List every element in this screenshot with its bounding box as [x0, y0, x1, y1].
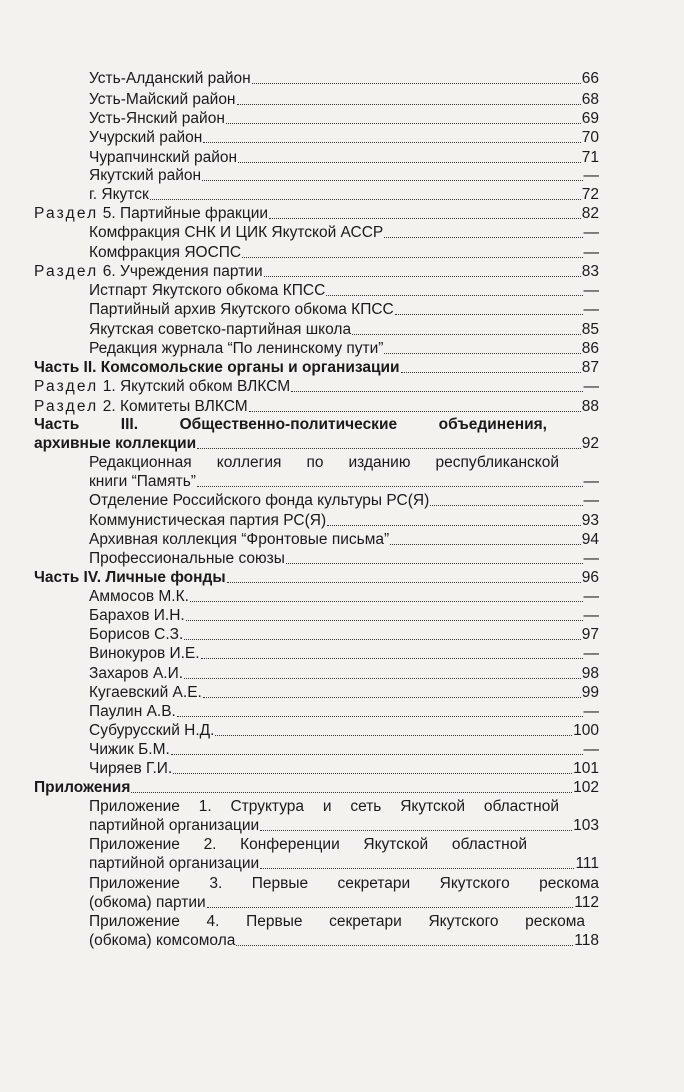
section-prefix: Раздел: [34, 205, 99, 222]
toc-entry: [89, 321, 599, 339]
toc-entry-page: —: [583, 645, 599, 662]
toc-entry: [89, 301, 599, 319]
toc-entry-line1: Приложение 2. Конференции Якутской областной: [89, 836, 527, 853]
toc-entry: [89, 607, 599, 625]
toc-entry-page: 86: [581, 340, 599, 357]
toc-entry-page: 102: [573, 779, 599, 796]
toc-entry-label: Партийный архив Якутского обкома КПСС: [89, 301, 394, 318]
toc-entry-page: 87: [581, 359, 599, 376]
leader-dots: [384, 349, 580, 354]
leader-dots: [203, 138, 580, 143]
leader-dots: [237, 100, 581, 105]
toc-entry-page: —: [583, 492, 599, 509]
toc-entry-label: 1. Якутский обком ВЛКСМ: [98, 378, 291, 395]
toc-entry-label: Приложения: [34, 779, 131, 796]
toc-part: [34, 435, 599, 453]
toc-section: [34, 378, 599, 396]
toc-entry: [89, 741, 599, 759]
toc-entry-label: Комфракция СНК И ЦИК Якутской АССР: [89, 224, 384, 241]
toc-entry-page: 118: [574, 932, 599, 949]
toc-entry-label: (обкома) партии: [89, 894, 206, 911]
toc-entry-page: —: [583, 550, 599, 567]
toc-entry: [89, 550, 599, 568]
toc-entry-line1: Приложение 3. Первые секретари Якутского рескома: [89, 875, 599, 892]
toc-entry-page: 88: [581, 398, 599, 415]
leader-dots: [226, 119, 581, 124]
leader-dots: [202, 176, 582, 181]
toc-entry-label: книги “Память”: [89, 473, 196, 490]
section-prefix: Раздел: [34, 398, 99, 415]
toc-entry-page: 94: [581, 531, 599, 548]
leader-dots: [190, 597, 583, 602]
leader-dots: [236, 941, 573, 946]
toc-part: [34, 779, 599, 797]
toc-entry-page: —: [583, 282, 599, 299]
leader-dots: [269, 214, 581, 219]
leader-dots: [430, 501, 582, 506]
toc-entry: [89, 894, 599, 912]
toc-entry: [89, 224, 599, 242]
toc-part: [34, 569, 599, 587]
toc-entry-page: —: [583, 473, 599, 490]
toc-entry-label: Чурапчинский район: [89, 149, 238, 166]
leader-dots: [238, 158, 581, 163]
toc-entry: [89, 684, 599, 702]
toc-entry: [89, 817, 599, 835]
toc-entry-label: Усть-Алданский район: [89, 70, 251, 87]
toc-entry-label: Борисов С.З.: [89, 626, 184, 643]
toc-section: [34, 263, 599, 281]
leader-dots: [227, 578, 581, 583]
leader-dots: [384, 233, 582, 238]
leader-dots: [242, 253, 582, 258]
leader-dots: [184, 674, 581, 679]
toc-entry-page: 69: [581, 110, 599, 127]
leader-dots: [184, 635, 580, 640]
toc-entry-label: Профессиональные союзы: [89, 550, 285, 567]
toc-entry-line1: Редакционная коллегия по изданию республиканской: [89, 454, 559, 471]
toc-entry-page: 103: [573, 817, 599, 834]
toc-entry-page: 93: [581, 512, 599, 529]
toc-entry: [89, 244, 599, 262]
leader-dots: [252, 79, 581, 84]
toc-entry-page: —: [583, 703, 599, 720]
toc-entry-page: —: [583, 741, 599, 758]
leader-dots: [207, 903, 574, 908]
toc-entry-page: 85: [581, 321, 599, 338]
leader-dots: [291, 387, 582, 392]
toc-entry-label: Истпарт Якутского обкома КПСС: [89, 282, 326, 299]
toc-entry-label: Учурский район: [89, 129, 203, 146]
toc-entry-label: Чижик Б.М.: [89, 741, 170, 758]
toc-entry: [89, 70, 599, 88]
toc-entry-page: 72: [581, 186, 599, 203]
toc-entry-page: 68: [581, 91, 599, 108]
toc-entry-page: 111: [575, 855, 599, 872]
leader-dots: [249, 407, 581, 412]
toc-entry-line1: Приложение 4. Первые секретари Якутского рескома: [89, 913, 585, 930]
leader-dots: [401, 368, 581, 373]
toc-entry: [89, 760, 599, 778]
toc-entry-label: Коммунистическая партия РС(Я): [89, 512, 327, 529]
toc-entry: [89, 167, 599, 185]
leader-dots: [197, 444, 581, 449]
leader-dots: [203, 693, 581, 698]
toc-entry-label: Часть II. Комсомольские органы и организации: [34, 359, 400, 376]
toc-entry: [89, 492, 599, 510]
toc-entry: [89, 722, 599, 740]
toc-entry-page: —: [583, 244, 599, 261]
toc-entry-label: архивные коллекции: [34, 435, 197, 452]
toc-entry: [89, 149, 599, 167]
toc-entry-page: 92: [581, 435, 599, 452]
section-prefix: Раздел: [34, 263, 99, 280]
leader-dots: [177, 712, 583, 717]
toc-entry-page: 97: [581, 626, 599, 643]
toc-entry-label: Чиряев Г.И.: [89, 760, 173, 777]
leader-dots: [327, 521, 581, 526]
toc-entry: [89, 91, 599, 109]
toc-entry-label: Редакция журнала “По ленинскому пути”: [89, 340, 384, 357]
toc-entry-label: 6. Учреждения партии: [98, 263, 263, 280]
toc-entry-page: 112: [574, 894, 599, 911]
toc-entry: [89, 531, 599, 549]
toc-entry: [89, 588, 599, 606]
toc-entry-page: 101: [573, 760, 599, 777]
toc-entry-label: Отделение Российского фонда культуры РС(Я): [89, 492, 430, 509]
toc-entry-page: 99: [581, 684, 599, 701]
toc-part-line1: Часть III. Общественно-политические объединения,: [34, 416, 547, 433]
toc-entry-page: 96: [581, 569, 599, 586]
leader-dots: [286, 559, 583, 564]
toc-entry: [89, 129, 599, 147]
leader-dots: [352, 330, 581, 335]
toc-entry: [89, 645, 599, 663]
toc-section: [34, 398, 599, 416]
toc-entry-label: Якутский район: [89, 167, 202, 184]
toc-entry-page: 83: [581, 263, 599, 280]
toc-entry-page: —: [583, 607, 599, 624]
toc-entry: [89, 703, 599, 721]
leader-dots: [201, 654, 583, 659]
toc-entry: [89, 473, 599, 491]
leader-dots: [171, 750, 583, 755]
toc-entry: [89, 186, 599, 204]
toc-entry-label: г. Якутск: [89, 186, 149, 203]
toc-entry-page: 98: [581, 665, 599, 682]
leader-dots: [326, 291, 582, 296]
toc-entry-page: 66: [581, 70, 599, 87]
toc-entry-label: 5. Партийные фракции: [98, 205, 269, 222]
toc-entry-page: —: [583, 224, 599, 241]
toc-entry-label: Кугаевский А.Е.: [89, 684, 202, 701]
toc-entry: [89, 665, 599, 683]
toc-entry-label: партийной организации: [89, 817, 260, 834]
toc-entry-label: Часть IV. Личные фонды: [34, 569, 226, 586]
toc-entry-label: Паулин А.В.: [89, 703, 176, 720]
section-prefix: Раздел: [34, 378, 99, 395]
toc-entry-page: 100: [573, 722, 599, 739]
toc-entry-label: Захаров А.И.: [89, 665, 184, 682]
leader-dots: [215, 731, 572, 736]
toc-entry-label: Усть-Янский район: [89, 110, 225, 127]
toc-entry-label: 2. Комитеты ВЛКСМ: [98, 398, 248, 415]
leader-dots: [264, 272, 581, 277]
toc-entry-label: Якутская советско-партийная школа: [89, 321, 352, 338]
toc-entry-label: (обкома) комсомола: [89, 932, 236, 949]
toc-entry-label: Барахов И.Н.: [89, 607, 185, 624]
leader-dots: [131, 788, 572, 793]
toc-entry: [89, 512, 599, 530]
leader-dots: [390, 540, 581, 545]
toc-entry-label: партийной организации: [89, 855, 260, 872]
toc-entry-label: Аммосов М.К.: [89, 588, 189, 605]
toc-entry: [89, 110, 599, 128]
leader-dots: [395, 310, 583, 315]
toc-entry-page: 71: [581, 149, 599, 166]
toc-entry-label: Архивная коллекция “Фронтовые письма”: [89, 531, 390, 548]
toc-entry-label: Комфракция ЯОСПС: [89, 244, 242, 261]
toc-entry-page: —: [583, 378, 599, 395]
leader-dots: [260, 864, 574, 869]
toc-entry-page: —: [583, 588, 599, 605]
leader-dots: [150, 195, 581, 200]
toc-part: [34, 359, 599, 377]
toc-entry-line1: Приложение 1. Структура и сеть Якутской областной: [89, 798, 559, 815]
leader-dots: [197, 482, 583, 487]
toc-entry: [89, 855, 599, 873]
toc-entry-label: Субурусский Н.Д.: [89, 722, 215, 739]
leader-dots: [260, 826, 572, 831]
toc-section: [34, 205, 599, 223]
toc-entry-page: 82: [581, 205, 599, 222]
toc-entry: [89, 932, 599, 950]
leader-dots: [173, 769, 572, 774]
toc-entry-page: —: [583, 167, 599, 184]
toc-entry: [89, 340, 599, 358]
leader-dots: [186, 616, 583, 621]
toc-entry-label: Усть-Майский район: [89, 91, 236, 108]
toc-entry: [89, 626, 599, 644]
toc-entry-label: Винокуров И.Е.: [89, 645, 200, 662]
toc-entry: [89, 282, 599, 300]
toc-entry-page: —: [583, 301, 599, 318]
toc-entry-page: 70: [581, 129, 599, 146]
